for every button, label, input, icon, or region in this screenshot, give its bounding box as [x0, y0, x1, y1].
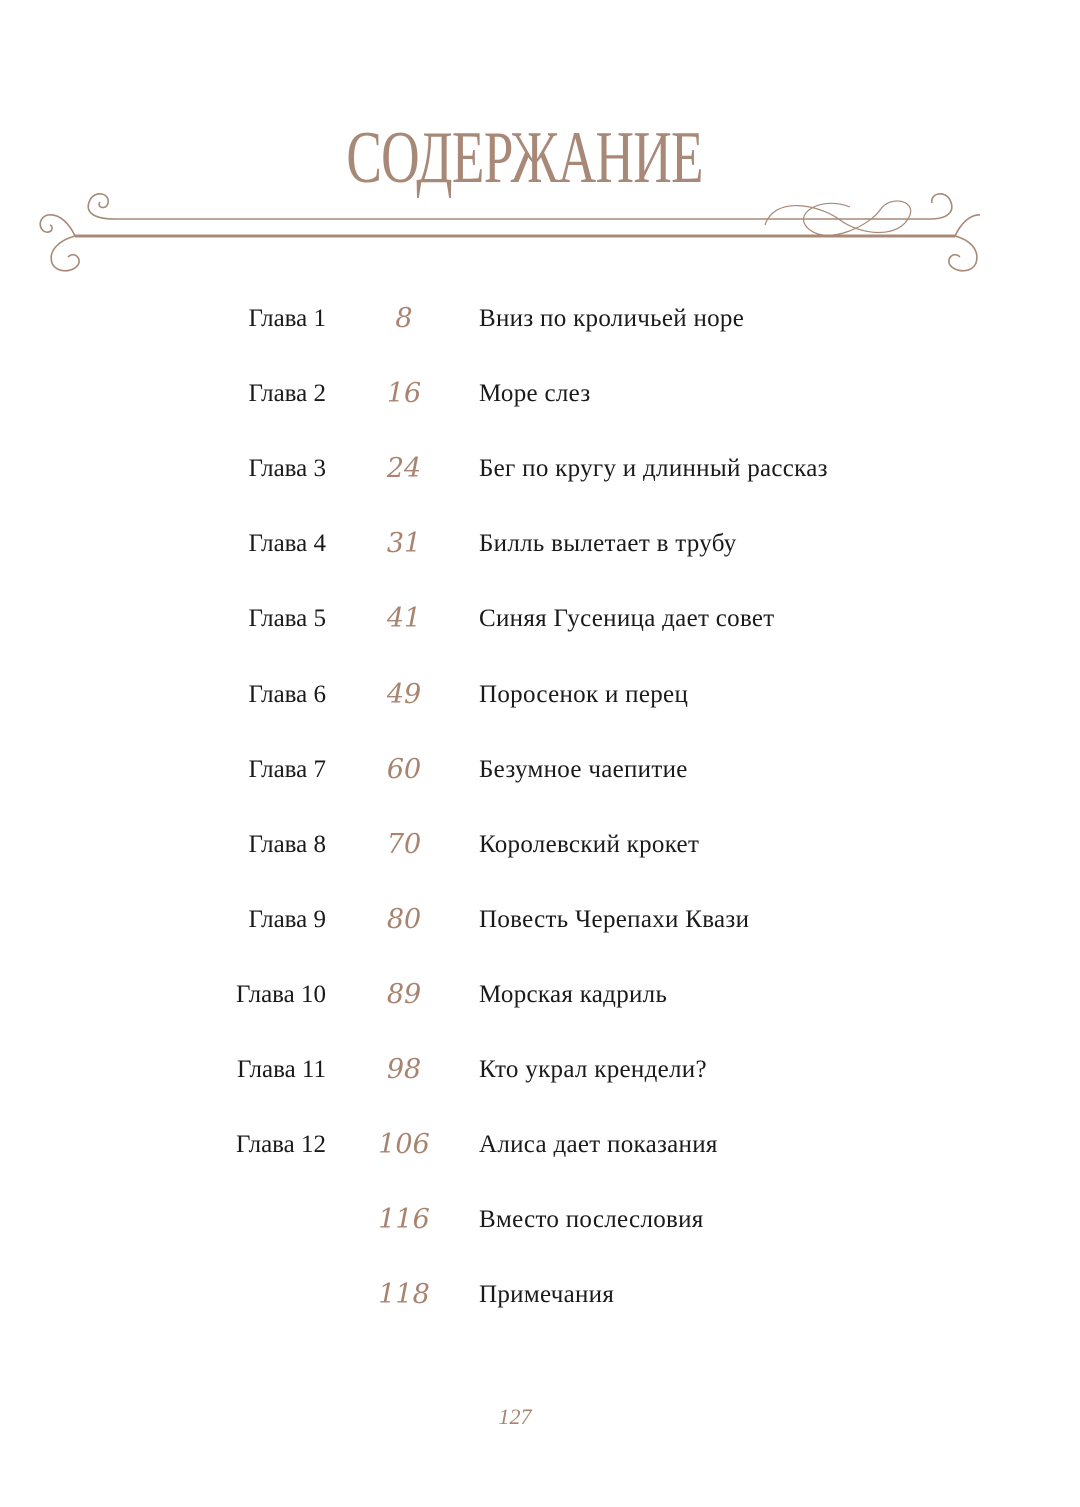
- toc-entry[interactable]: [0, 678, 1080, 721]
- toc-entry[interactable]: [0, 605, 1080, 645]
- chapter-label: Глава 6: [248, 680, 326, 708]
- page-number-label: 98: [386, 1054, 422, 1085]
- toc-entry[interactable]: [0, 1131, 1080, 1171]
- chapter-label: Глава 3: [248, 455, 326, 483]
- chapter-label: Глава 4: [248, 530, 326, 558]
- toc-entry[interactable]: [0, 530, 1080, 570]
- chapter-title: Алиса дает показания: [479, 1131, 718, 1159]
- chapter-title: Поросенок и перец: [479, 680, 689, 708]
- chapter-label: Глава 8: [248, 830, 326, 858]
- toc-entry[interactable]: [0, 1206, 1080, 1246]
- page-number-label: 41: [386, 603, 422, 635]
- chapter-title: Примечания: [479, 1281, 615, 1309]
- page-number-label: 89: [386, 978, 422, 1010]
- chapter-title: Королевский крокет: [479, 830, 700, 858]
- chapter-label: Глава 11: [236, 1056, 326, 1083]
- chapter-title: Билль вылетает в трубу: [479, 530, 737, 558]
- page-number-label: 118: [378, 1279, 430, 1311]
- chapter-title: Вниз по кроличьей норе: [479, 305, 745, 332]
- chapter-label: Глава 1: [248, 305, 326, 332]
- toc-entry[interactable]: [0, 903, 1080, 946]
- chapter-label: Глава 10: [236, 980, 326, 1008]
- chapter-title: Безумное чаепитие: [479, 755, 688, 783]
- page-number-label: 106: [378, 1129, 430, 1161]
- page-number-label: 24: [386, 453, 422, 485]
- page-number-label: 70: [386, 828, 422, 860]
- chapter-label: Глава 9: [248, 905, 326, 933]
- page-number-label: 8: [395, 303, 413, 334]
- chapter-title: Повесть Черепахи Квази: [479, 905, 750, 933]
- chapter-title: Вместо послесловия: [479, 1206, 704, 1234]
- page-number-label: 60: [386, 753, 422, 785]
- page-number: 127: [498, 1404, 532, 1429]
- toc-entry[interactable]: [0, 753, 1080, 796]
- page-number-label: 80: [386, 903, 422, 935]
- page-number-label: 49: [386, 678, 422, 710]
- toc-entry[interactable]: [0, 1056, 1080, 1096]
- toc-entry[interactable]: [0, 978, 1080, 1021]
- page-title-text: СОДЕРЖАНИЕ: [346, 117, 704, 199]
- toc-entry[interactable]: [0, 305, 1080, 345]
- page-number-label: 31: [386, 528, 422, 560]
- page-number-label: 116: [378, 1204, 430, 1236]
- chapter-label: Глава 2: [248, 380, 326, 408]
- toc-entry[interactable]: [0, 1281, 1080, 1321]
- chapter-title: Кто украл крендели?: [479, 1056, 707, 1083]
- chapter-label: Глава 7: [248, 755, 326, 783]
- chapter-title: Море слез: [479, 380, 591, 408]
- toc-entry[interactable]: [0, 828, 1080, 871]
- chapter-title: Морская кадриль: [479, 980, 668, 1008]
- toc-entry[interactable]: [0, 380, 1080, 420]
- chapter-label: Глава 12: [236, 1131, 326, 1159]
- chapter-title: Синяя Гусеница дает совет: [479, 605, 775, 633]
- chapter-title: Бег по кругу и длинный рассказ: [479, 455, 828, 483]
- toc-entry[interactable]: [0, 455, 1080, 495]
- decorative-divider-ornament: [30, 185, 980, 280]
- chapter-label: Глава 5: [248, 605, 326, 633]
- page-number-label: 16: [386, 378, 422, 410]
